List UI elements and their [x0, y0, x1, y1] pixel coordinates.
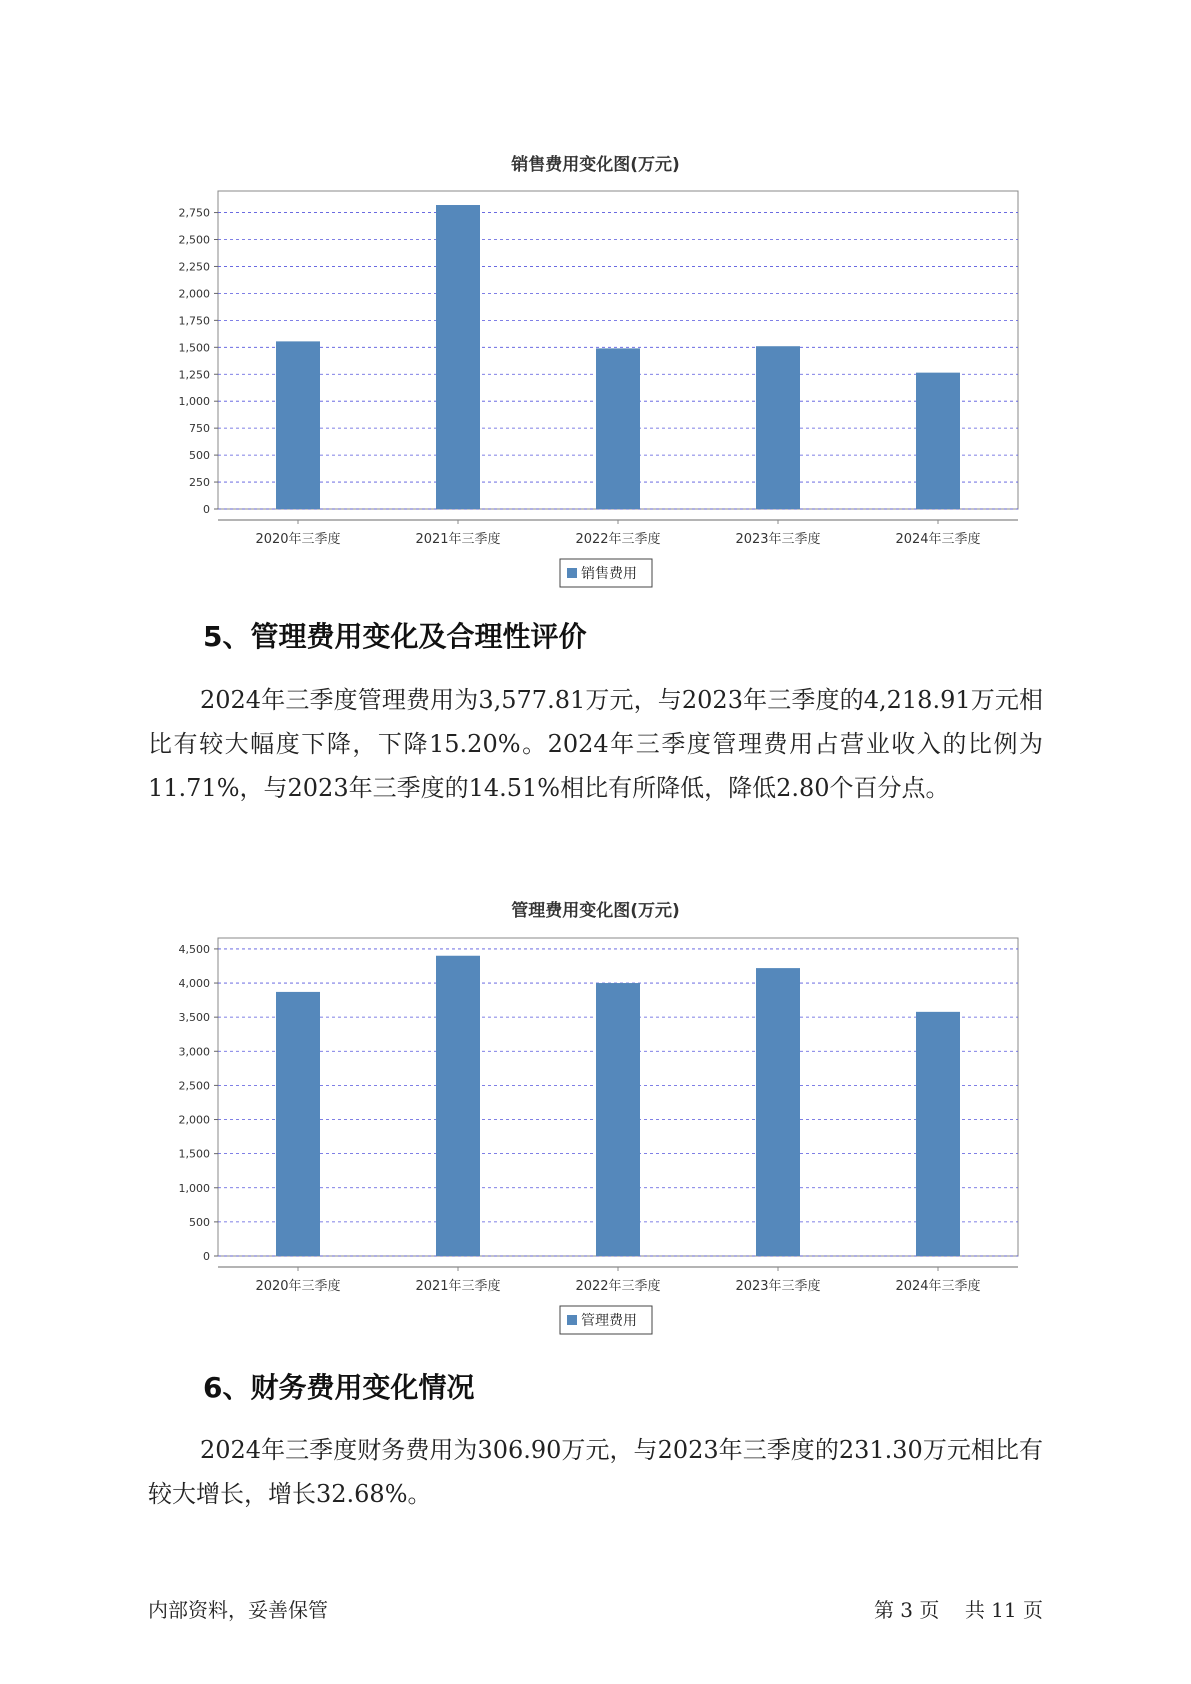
admin-y-tick-label: 2,000: [178, 1113, 210, 1127]
admin-legend: [560, 1306, 652, 1334]
admin-legend-label: 管理费用: [581, 1313, 637, 1329]
admin-y-tick-label: 2,500: [178, 1079, 210, 1093]
admin-y-tick-label: 3,500: [178, 1011, 210, 1025]
sales-bar: [276, 341, 320, 509]
section-6-paragraph: 2024年三季度财务费用为306.90万元，与2023年三季度的231.30万元相比有较大增长，增长32.68%。: [148, 1436, 1043, 1508]
admin-x-tick-label: 2023年三季度: [735, 1279, 821, 1294]
admin-y-tick-label: 500: [189, 1215, 210, 1229]
sales-legend: [560, 559, 652, 587]
sales-y-tick-label: 1,000: [178, 395, 210, 409]
sales-bar: [436, 205, 480, 509]
sales-y-tick-label: 2,250: [178, 260, 210, 274]
admin-expense-chart: [0, 922, 1191, 1342]
sales-y-tick-label: 1,500: [178, 341, 210, 355]
sales-y-tick-label: 250: [189, 476, 210, 490]
sales-y-tick-label: 1,250: [178, 368, 210, 382]
sales-y-tick-label: 2,000: [178, 287, 210, 301]
admin-x-tick-label: 2021年三季度: [415, 1279, 501, 1294]
sales-legend-swatch: [567, 568, 577, 578]
sales-bar: [756, 346, 800, 509]
sales-legend-label: 销售费用: [581, 566, 637, 582]
sales-expense-chart: [0, 175, 1191, 595]
sales-bar: [596, 348, 640, 509]
section-6-heading: 6、财务费用变化情况: [203, 1371, 475, 1404]
sales-bar: [916, 373, 960, 509]
sales-y-tick-label: 750: [189, 422, 210, 436]
admin-bar: [756, 968, 800, 1256]
sales-x-tick-label: 2022年三季度: [575, 532, 661, 547]
sales-y-tick-label: 1,750: [178, 314, 210, 328]
sales-y-tick-label: 2,500: [178, 233, 210, 247]
admin-y-tick-label: 0: [203, 1250, 210, 1263]
footer-page-info: [874, 1594, 1043, 1623]
admin-bar: [276, 992, 320, 1256]
admin-bar: [916, 1012, 960, 1256]
admin-y-tick-label: 1,000: [178, 1181, 210, 1195]
admin-bar: [596, 983, 640, 1256]
footer-page-number: 第 3 页: [873, 1598, 940, 1622]
admin-chart-title: 管理费用变化图(万元): [511, 901, 680, 921]
admin-y-tick-label: 4,500: [178, 942, 210, 956]
sales-chart-title: 销售费用变化图(万元): [511, 155, 680, 175]
footer-total-pages: 共 11 页: [964, 1598, 1043, 1622]
admin-bar: [436, 956, 480, 1256]
footer-confidential-note: 内部资料，妥善保管: [148, 1598, 328, 1622]
admin-x-tick-label: 2020年三季度: [255, 1279, 341, 1294]
sales-y-tick-label: 500: [189, 449, 210, 463]
sales-x-tick-label: 2020年三季度: [255, 532, 341, 547]
admin-x-tick-label: 2022年三季度: [575, 1279, 661, 1294]
admin-x-tick-label: 2024年三季度: [895, 1279, 981, 1294]
sales-y-tick-label: 0: [203, 503, 210, 516]
sales-x-tick-label: 2023年三季度: [735, 532, 821, 547]
sales-x-tick-label: 2021年三季度: [415, 532, 501, 547]
section-5-heading: 5、管理费用变化及合理性评价: [203, 620, 587, 653]
admin-legend-swatch: [567, 1315, 577, 1325]
admin-y-tick-label: 4,000: [178, 977, 210, 991]
section-5-paragraph: 2024年三季度管理费用为3,577.81万元，与2023年三季度的4,218.91万元相比有较大幅度下降，下降15.20%。2024年三季度管理费用占营业收入的比例为11.71%，与2023年三季度的14.51%相比有所降低，降低2.80个百分点。: [148, 686, 1043, 802]
sales-x-tick-label: 2024年三季度: [895, 532, 981, 547]
admin-y-tick-label: 1,500: [178, 1147, 210, 1161]
sales-y-tick-label: 2,750: [178, 206, 210, 220]
admin-y-tick-label: 3,000: [178, 1045, 210, 1059]
